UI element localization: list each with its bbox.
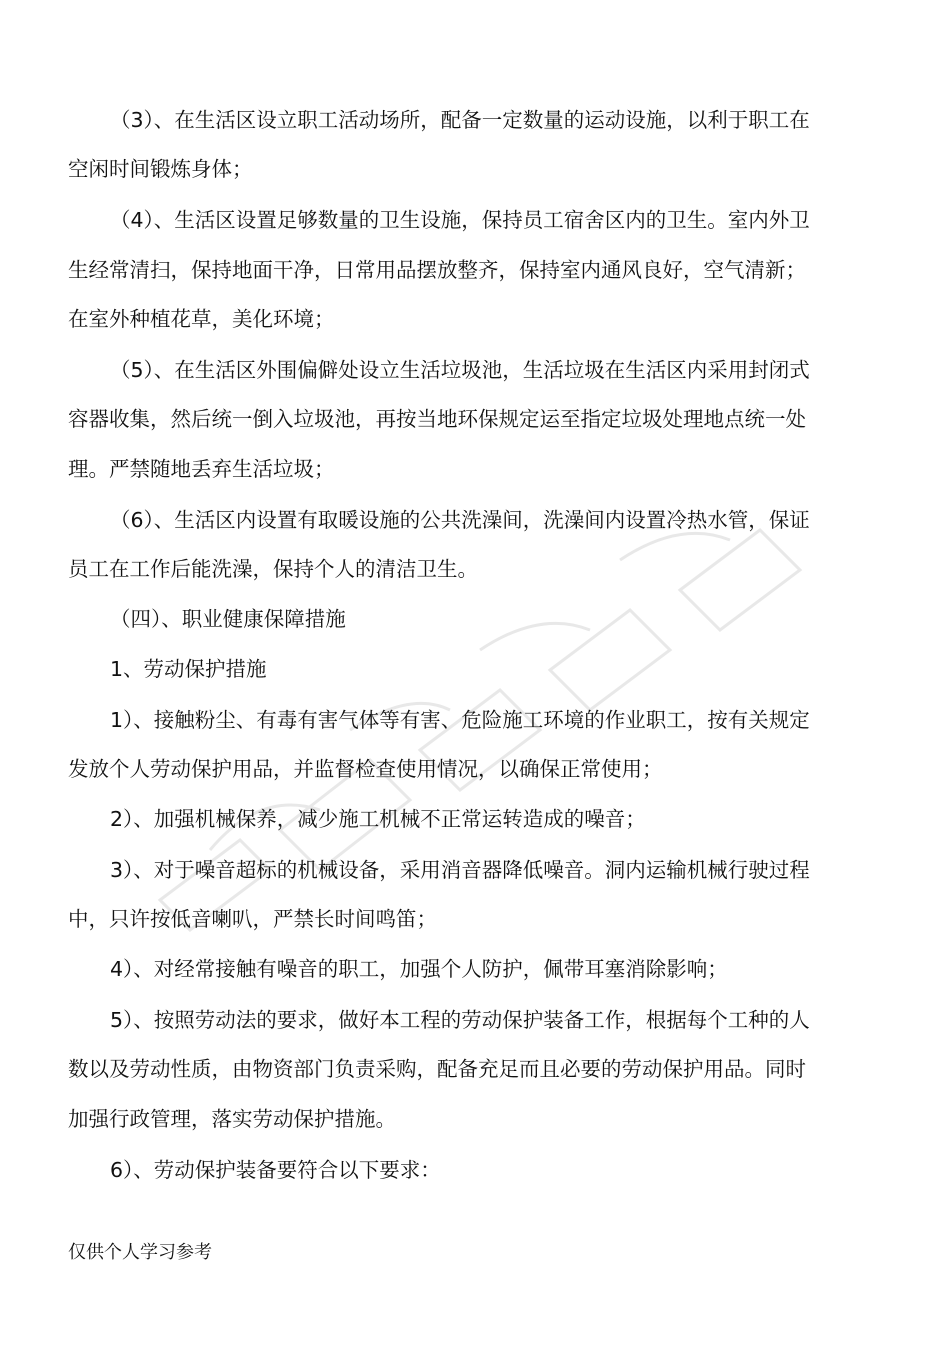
section-heading: （四）、职业健康保障措施	[110, 607, 346, 631]
paragraph-line: 理。严禁随地丢弃生活垃圾；	[68, 457, 335, 481]
page-footer: 仅供个人学习参考	[68, 1242, 212, 1263]
paragraph-line: （3）、在生活区设立职工活动场所，配备一定数量的运动设施，以利于职工在	[110, 108, 810, 132]
paragraph-line: （4）、生活区设置足够数量的卫生设施，保持员工宿舍区内的卫生。室内外卫	[110, 208, 810, 232]
paragraph-line: 空闲时间锻炼身体；	[68, 157, 253, 181]
paragraph-line: 1）、接触粉尘、有毒有害气体等有害、危险施工环境的作业职工，按有关规定	[110, 708, 810, 732]
paragraph-line: 2）、加强机械保养，减少施工机械不正常运转造成的噪音；	[110, 807, 646, 831]
paragraph-line: 数以及劳动性质，由物资部门负责采购，配备充足而且必要的劳动保护用品。同时	[68, 1057, 806, 1081]
paragraph-line: 3）、对于噪音超标的机械设备，采用消音器降低噪音。洞内运输机械行驶过程	[110, 858, 810, 882]
paragraph-line: 5）、按照劳动法的要求，做好本工程的劳动保护装备工作，根据每个工种的人	[110, 1008, 810, 1032]
paragraph-line: （6）、生活区内设置有取暖设施的公共洗澡间，洗澡间内设置冷热水管，保证	[110, 508, 810, 532]
paragraph-line: 生经常清扫，保持地面干净，日常用品摆放整齐，保持室内通风良好，空气清新；	[68, 258, 806, 282]
paragraph-line: 4）、对经常接触有噪音的职工，加强个人防护，佩带耳塞消除影响；	[110, 957, 728, 981]
paragraph-line: 员工在工作后能洗澡，保持个人的清洁卫生。	[68, 557, 478, 581]
paragraph-line: 发放个人劳动保护用品，并监督检查使用情况，以确保正常使用；	[68, 757, 663, 781]
paragraph-line: 在室外种植花草，美化环境；	[68, 307, 335, 331]
paragraph-line: 6）、劳动保护装备要符合以下要求：	[110, 1158, 441, 1182]
paragraph-line: 容器收集，然后统一倒入垃圾池，再按当地环保规定运至指定垃圾处理地点统一处	[68, 407, 806, 431]
paragraph-line: 加强行政管理，落实劳动保护措施。	[68, 1107, 396, 1131]
subsection-heading: 1、劳动保护措施	[110, 657, 267, 681]
paragraph-line: 中，只许按低音喇叭，严禁长时间鸣笛；	[68, 907, 437, 931]
paragraph-line: （5）、在生活区外围偏僻处设立生活垃圾池，生活垃圾在生活区内采用封闭式	[110, 358, 810, 382]
